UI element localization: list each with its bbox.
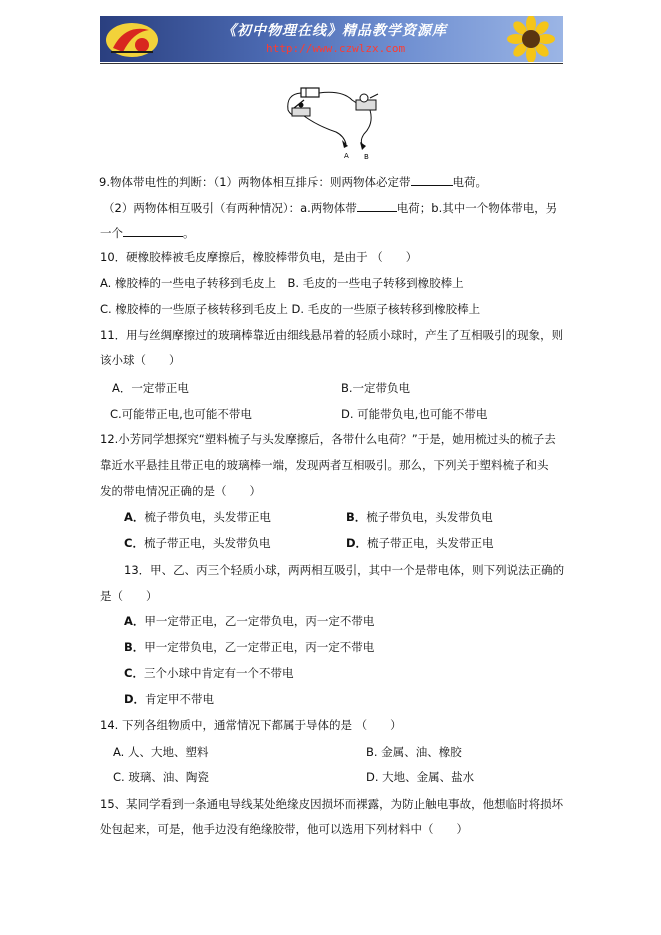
question-14-option-d: D. 大地、金属、盐水 <box>366 770 475 784</box>
question-13-option-b: B．甲一定带负电，乙一定带正电，丙一定不带电 <box>124 640 375 654</box>
question-12-option-b: B．梳子带负电，头发带负电 <box>346 510 493 524</box>
question-14-option-b: B. 金属、油、橡胶 <box>366 745 462 759</box>
question-11-stem: 11．用与丝绸摩擦过的玻璃棒靠近由细线悬吊着的轻质小球时，产生了互相吸引的现象，则 <box>100 328 564 342</box>
question-12-stem-cont: 靠近水平悬挂且带正电的玻璃棒一端，发现两者互相吸引。那么，下列关于塑料梳子和头 <box>100 458 549 472</box>
answer-blank[interactable] <box>411 173 453 186</box>
question-9-line-3: 一个 。 <box>100 226 195 240</box>
question-11-stem-cont: 该小球（ ） <box>100 353 181 367</box>
sunflower-icon <box>503 16 559 62</box>
question-12-option-a: A．梳子带负电，头发带正电 <box>124 510 271 524</box>
question-11-option-c: C.可能带正电,也可能不带电 <box>110 407 252 421</box>
header-divider <box>100 63 563 64</box>
question-14-option-a: A. 人、大地、塑料 <box>113 745 209 759</box>
question-13-stem-cont: 是（ ） <box>100 589 158 603</box>
banner-title: 《初中物理在线》精品教学资源库 <box>222 23 447 39</box>
question-14-option-c: C. 玻璃、油、陶瓷 <box>113 770 209 784</box>
banner-url: http://www.czwlzx.com <box>266 42 406 55</box>
answer-blank[interactable] <box>357 199 397 212</box>
bulb-icon <box>356 94 378 110</box>
answer-blank[interactable] <box>123 224 183 237</box>
question-15-stem-cont: 处包起来，可是，他手边没有绝缘胶带，他可以选用下列材料中（ ） <box>100 822 468 836</box>
question-9-line-1: 9.物体带电性的判断：（1）两物体相互排斥：则两物体必定带 电荷。 <box>99 175 488 189</box>
question-12-option-c: C．梳子带正电，头发带负电 <box>124 536 271 550</box>
question-11-option-d: D. 可能带负电,也可能不带电 <box>341 407 488 421</box>
question-13-option-d: D．肯定甲不带电 <box>124 692 215 706</box>
question-9-line-2: （2）两物体相互吸引（有两种情况）：a.两物体带 电荷；b.其中一个物体带电，另 <box>103 201 558 215</box>
circuit-diagram <box>282 84 390 162</box>
question-12-option-d: D．梳子带正电，头发带正电 <box>346 536 494 550</box>
question-11-option-a: A．一定带正电 <box>112 381 189 395</box>
site-logo-icon <box>103 18 161 60</box>
question-14-stem: 14. 下列各组物质中，通常情况下都属于导体的是 （ ） <box>100 718 402 732</box>
terminal-a-label: A <box>344 152 349 160</box>
question-13-stem: 13．甲、乙、丙三个轻质小球，两两相互吸引，其中一个是带电体，则下列说法正确的 <box>124 563 565 577</box>
question-10-stem: 10．硬橡胶棒被毛皮摩擦后，橡胶棒带负电，是由于 （ ） <box>100 250 418 264</box>
question-10-options-ab: A. 橡胶棒的一些电子转移到毛皮上 B. 毛皮的一些电子转移到橡胶棒上 <box>100 276 464 290</box>
question-13-option-a: A．甲一定带正电，乙一定带负电，丙一定不带电 <box>124 614 375 628</box>
header-banner <box>100 16 563 62</box>
terminal-b-label: B <box>364 153 369 161</box>
question-13-option-c: C．三个小球中肯定有一个不带电 <box>124 666 294 680</box>
question-10-options-cd: C. 橡胶棒的一些原子核转移到毛皮上 D. 毛皮的一些原子核转移到橡胶棒上 <box>100 302 481 316</box>
question-12-stem: 12.小芳同学想探究“塑料梳子与头发摩擦后，各带什么电荷？”于是，她用梳过头的梳子去 <box>100 432 556 446</box>
switch-icon <box>292 100 310 116</box>
question-12-stem-end: 发的带电情况正确的是（ ） <box>100 484 261 498</box>
question-15-stem: 15、某同学看到一条通电导线某处绝缘皮因损坏而裸露，为防止触电事故，他想临时将损坏 <box>100 797 564 811</box>
question-11-option-b: B.一定带负电 <box>341 381 411 395</box>
